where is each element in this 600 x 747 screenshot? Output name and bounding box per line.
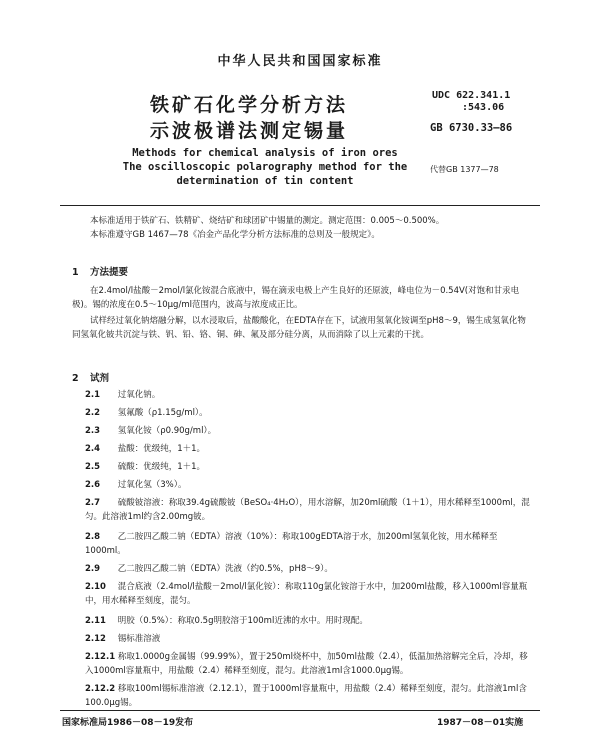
replaces-note: 代替GB 1377—78: [430, 165, 499, 174]
section-1-heading: [72, 264, 128, 278]
footer: [0, 715, 600, 729]
title-english-line3: determination of tin content: [176, 175, 354, 187]
list-item: 2.10 混合底液（2.4mol/l盐酸－2mol/l氯化铵）：称取110g氯化铵溶于水中，加200ml盐酸，移入1000ml容量瓶中，用水稀释至刻度，混匀。: [85, 582, 528, 606]
section-2-heading: [72, 370, 109, 384]
udc-line1: UDC 622.341.1: [432, 90, 511, 101]
list-item: 2.4 盐酸：优级纯，1＋1。: [85, 444, 206, 454]
list-item: 2.2 氢氟酸（ρ1.15g/ml）。: [85, 408, 208, 418]
udc-code: [432, 90, 510, 114]
udc-line2: :543.06: [462, 102, 505, 113]
footer-divider: [60, 710, 540, 711]
section-title: 方法提要: [90, 267, 129, 278]
scope-paragraph: 本标准适用于铁矿石、铁精矿、烧结矿和球团矿中锡量的测定。测定范围：0.005～0.500%。: [90, 216, 445, 226]
issued-date: 国家标准局1986－08－19发布: [62, 718, 194, 728]
title-english: [95, 146, 435, 188]
list-item: 2.5 硫酸：优级纯，1＋1。: [85, 462, 206, 472]
section-number: 1: [72, 267, 79, 278]
title-english-line2: The oscilloscopic polarography method for the: [122, 161, 408, 173]
list-item: 2.12.2 移取100ml锡标准溶液（2.12.1），置于1000ml容量瓶中，用盐酸（2.4）稀释至刻度，混匀。此溶液1ml含100.0μg锡。: [85, 684, 527, 708]
standard-header: 中华人民共和国国家标准: [217, 54, 383, 69]
list-item: 2.3 氢氧化铵（ρ0.90g/ml）。: [85, 426, 217, 436]
header-divider: [60, 205, 540, 206]
list-item: 2.9 乙二胺四乙酸二钠（EDTA）洗液（约0.5%，pH8～9）。: [85, 564, 333, 574]
title-chinese-line2: 示波极谱法测定锡量: [150, 120, 349, 142]
compliance-paragraph: 本标准遵守GB 1467—78《冶金产品化学分析方法标准的总则及一般规定》。: [90, 230, 380, 240]
list-item: 2.1 过氧化钠。: [85, 390, 161, 400]
effective-date: 1987－08－01实施: [437, 718, 524, 728]
section-number: 2: [72, 373, 79, 384]
gb-number: GB 6730.33—86: [430, 122, 513, 134]
section-1-para-2: 试样经过氧化钠熔融分解，以水浸取后，盐酸酸化，在EDTA存在下，试液用氢氧化铵调至pH8～9，锡生成氢氧化物同氢氧化铍共沉淀与铁、钒、铅、铬、铜、砷、氟及部分硅分离，从而消除了以上元素的干扰。: [72, 316, 526, 340]
list-item: 2.12.1 称取1.0000g金属锡（99.99%），置于250ml烧杯中，加50ml盐酸（2.4），低温加热溶解完全后，冷却，移入1000ml容量瓶中，用盐酸（2.4）稀释至刻度，混匀。此溶液1ml含1000.0μg锡。: [85, 652, 528, 676]
title-english-line1: Methods for chemical analysis of iron ores: [132, 147, 398, 159]
title-chinese-line1: 铁矿石化学分析方法: [150, 94, 349, 116]
list-item: 2.12 锡标准溶液: [85, 634, 161, 644]
section-title: 试剂: [90, 373, 110, 384]
section-1-para-1: 在2.4mol/l盐酸－2mol/l氯化铵混合底液中，锡在滴汞电极上产生良好的还原波，峰电位为－0.54V(对饱和甘汞电极)。锡的浓度在0.5～10μg/ml范围内，波高与浓度成正比。: [72, 286, 520, 310]
list-item: 2.8 乙二胺四乙酸二钠（EDTA）溶液（10%）：称取100gEDTA溶于水，加200ml氢氧化铵，用水稀释至1000ml。: [85, 532, 498, 556]
list-item: 2.11 明胶（0.5%）：称取0.5g明胶溶于100ml近沸的水中。用时现配。: [85, 616, 368, 626]
title-chinese: [150, 92, 348, 144]
list-item: 2.6 过氧化氢（3%）。: [85, 480, 187, 490]
list-item: 2.7 硫酸铍溶液：称取39.4g硫酸铍（BeSO₄·4H₂O），用水溶解，加20ml硫酸（1＋1），用水稀释至1000ml，混匀。此溶液1ml约含2.00mg铍。: [85, 498, 530, 522]
